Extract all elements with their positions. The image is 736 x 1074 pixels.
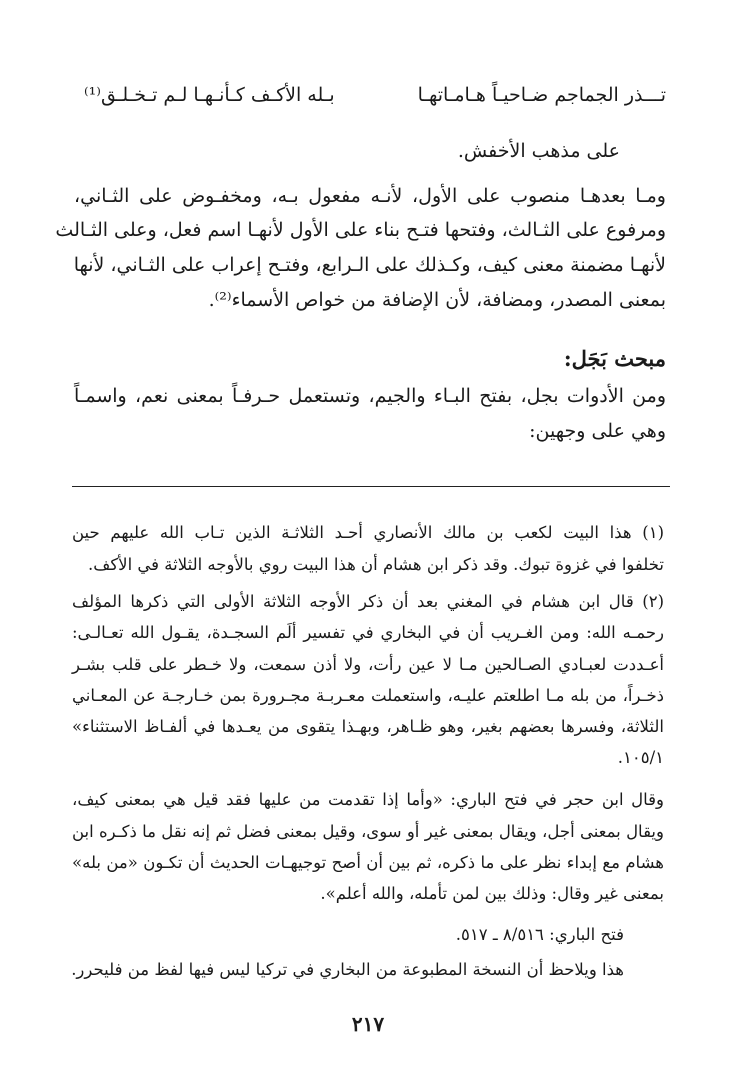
body-line-3: ومرفوع على الثـالث، وفتحها فتـح بناء على الأول لأنهـا اسم فعل، وعلى الثـالث xyxy=(55,219,666,241)
body-line-2: ومـا بعدهـا منصوب على الأول، لأنـه مفعول بـه، ومخفـوض على الثـاني، xyxy=(74,185,666,207)
footnote-1-line-2: تخلفوا في غزوة تبوك. وقد ذكر ابن هشام أن هذا البيت روي بالأوجه الثلاثة في الأكف. xyxy=(88,555,664,574)
body-line-1: على مذهب الأخفش. xyxy=(457,140,620,162)
body-line-4: لأنهـا مضمنة معنى كيف، وكـذلك على الـرابع، وفتـح إعراب على الثـاني، لأنها xyxy=(73,254,666,276)
section-heading: مبحث بَجَل: xyxy=(563,346,666,371)
poem-second-hemistich: بـله الأكـف كـأنـهـا لـم تـخـلـق⁽¹⁾ xyxy=(84,84,335,106)
section-line-1: ومن الأدوات بجل، بفتح البـاء والجيم، وتستعمل حـرفـاً بمعنى نعم، واسمـاً xyxy=(74,385,666,407)
footnote-note: هذا ويلاحظ أن النسخة المطبوعة من البخاري في تركيا ليس فيها لفظ من فليحرر. xyxy=(71,960,624,979)
footnote-separator xyxy=(72,486,670,487)
footnote-2-line-1: (٢) قال ابن هشام في المغني بعد أن ذكر الأوجه الثلاثة الأولى التي ذكرها المؤلف xyxy=(72,592,664,611)
page-number: ٢١٧ xyxy=(351,1012,385,1036)
footnote-2-line-4: ذخـراً، من بله مـا اطلعتم عليـه، واستعملت معـربـة مجـرورة بمن خـارجـة عن المعـاني xyxy=(72,686,664,705)
footnote-3-line-1: وقال ابن حجر في فتح الباري: «وأما إذا تقدمت من عليها فقد قيل هي بمعنى كيف، xyxy=(72,790,664,809)
poem-first-hemistich: تـــذر الجماجم ضـاحيـاً هـامـاتهـا xyxy=(417,84,666,106)
footnote-2-line-3: أعـددت لعبـادي الصـالحين مـا لا عين رأت، ولا أذن سمعت، ولا خـطر على قلب بشـر xyxy=(72,655,664,674)
footnote-2-line-2: رحمـه الله: ومن الغـريب أن في البخاري في تفسير ألَم السجـدة، يقـول الله تعـالـى: xyxy=(72,623,664,642)
body-line-5: بمعنى المصدر، ومضافة، لأن الإضافة من خواص الأسماء⁽²⁾. xyxy=(208,289,666,311)
footnote-1-line-1: (١) هذا البيت لكعب بن مالك الأنصاري أحـد الثلاثـة الذين تـاب الله عليهم حين xyxy=(72,523,664,542)
footnote-reference: فتح الباري: ٨/٥١٦ ـ ٥١٧. xyxy=(455,925,624,944)
footnote-3-line-4: بمعنى غير وقال: وذلك بين لمن تأمله، والله أعلم». xyxy=(320,884,664,903)
footnote-3-line-2: ويقال بمعنى أجل، ويقال بمعنى غير أو سوى، وقيل بمعنى فضل ثم إنه نقل ما ذكـره ابن xyxy=(72,822,664,841)
footnote-2-line-5: الثلاثة، وفسرها بعضهم بغير، وهو ظـاهر، وبهـذا يتقوى من يعـدها في ألفـاظ الاستثناء» xyxy=(72,717,664,736)
footnote-2-line-6: ١٠٥/١. xyxy=(617,748,664,767)
section-line-2: وهي على وجهين: xyxy=(529,420,666,442)
footnote-3-line-3: هشام مع إبداء نظر على ما ذكره، ثم بين أن أصح توجيهـات الحديث أن تكـون «من بله» xyxy=(72,853,664,872)
